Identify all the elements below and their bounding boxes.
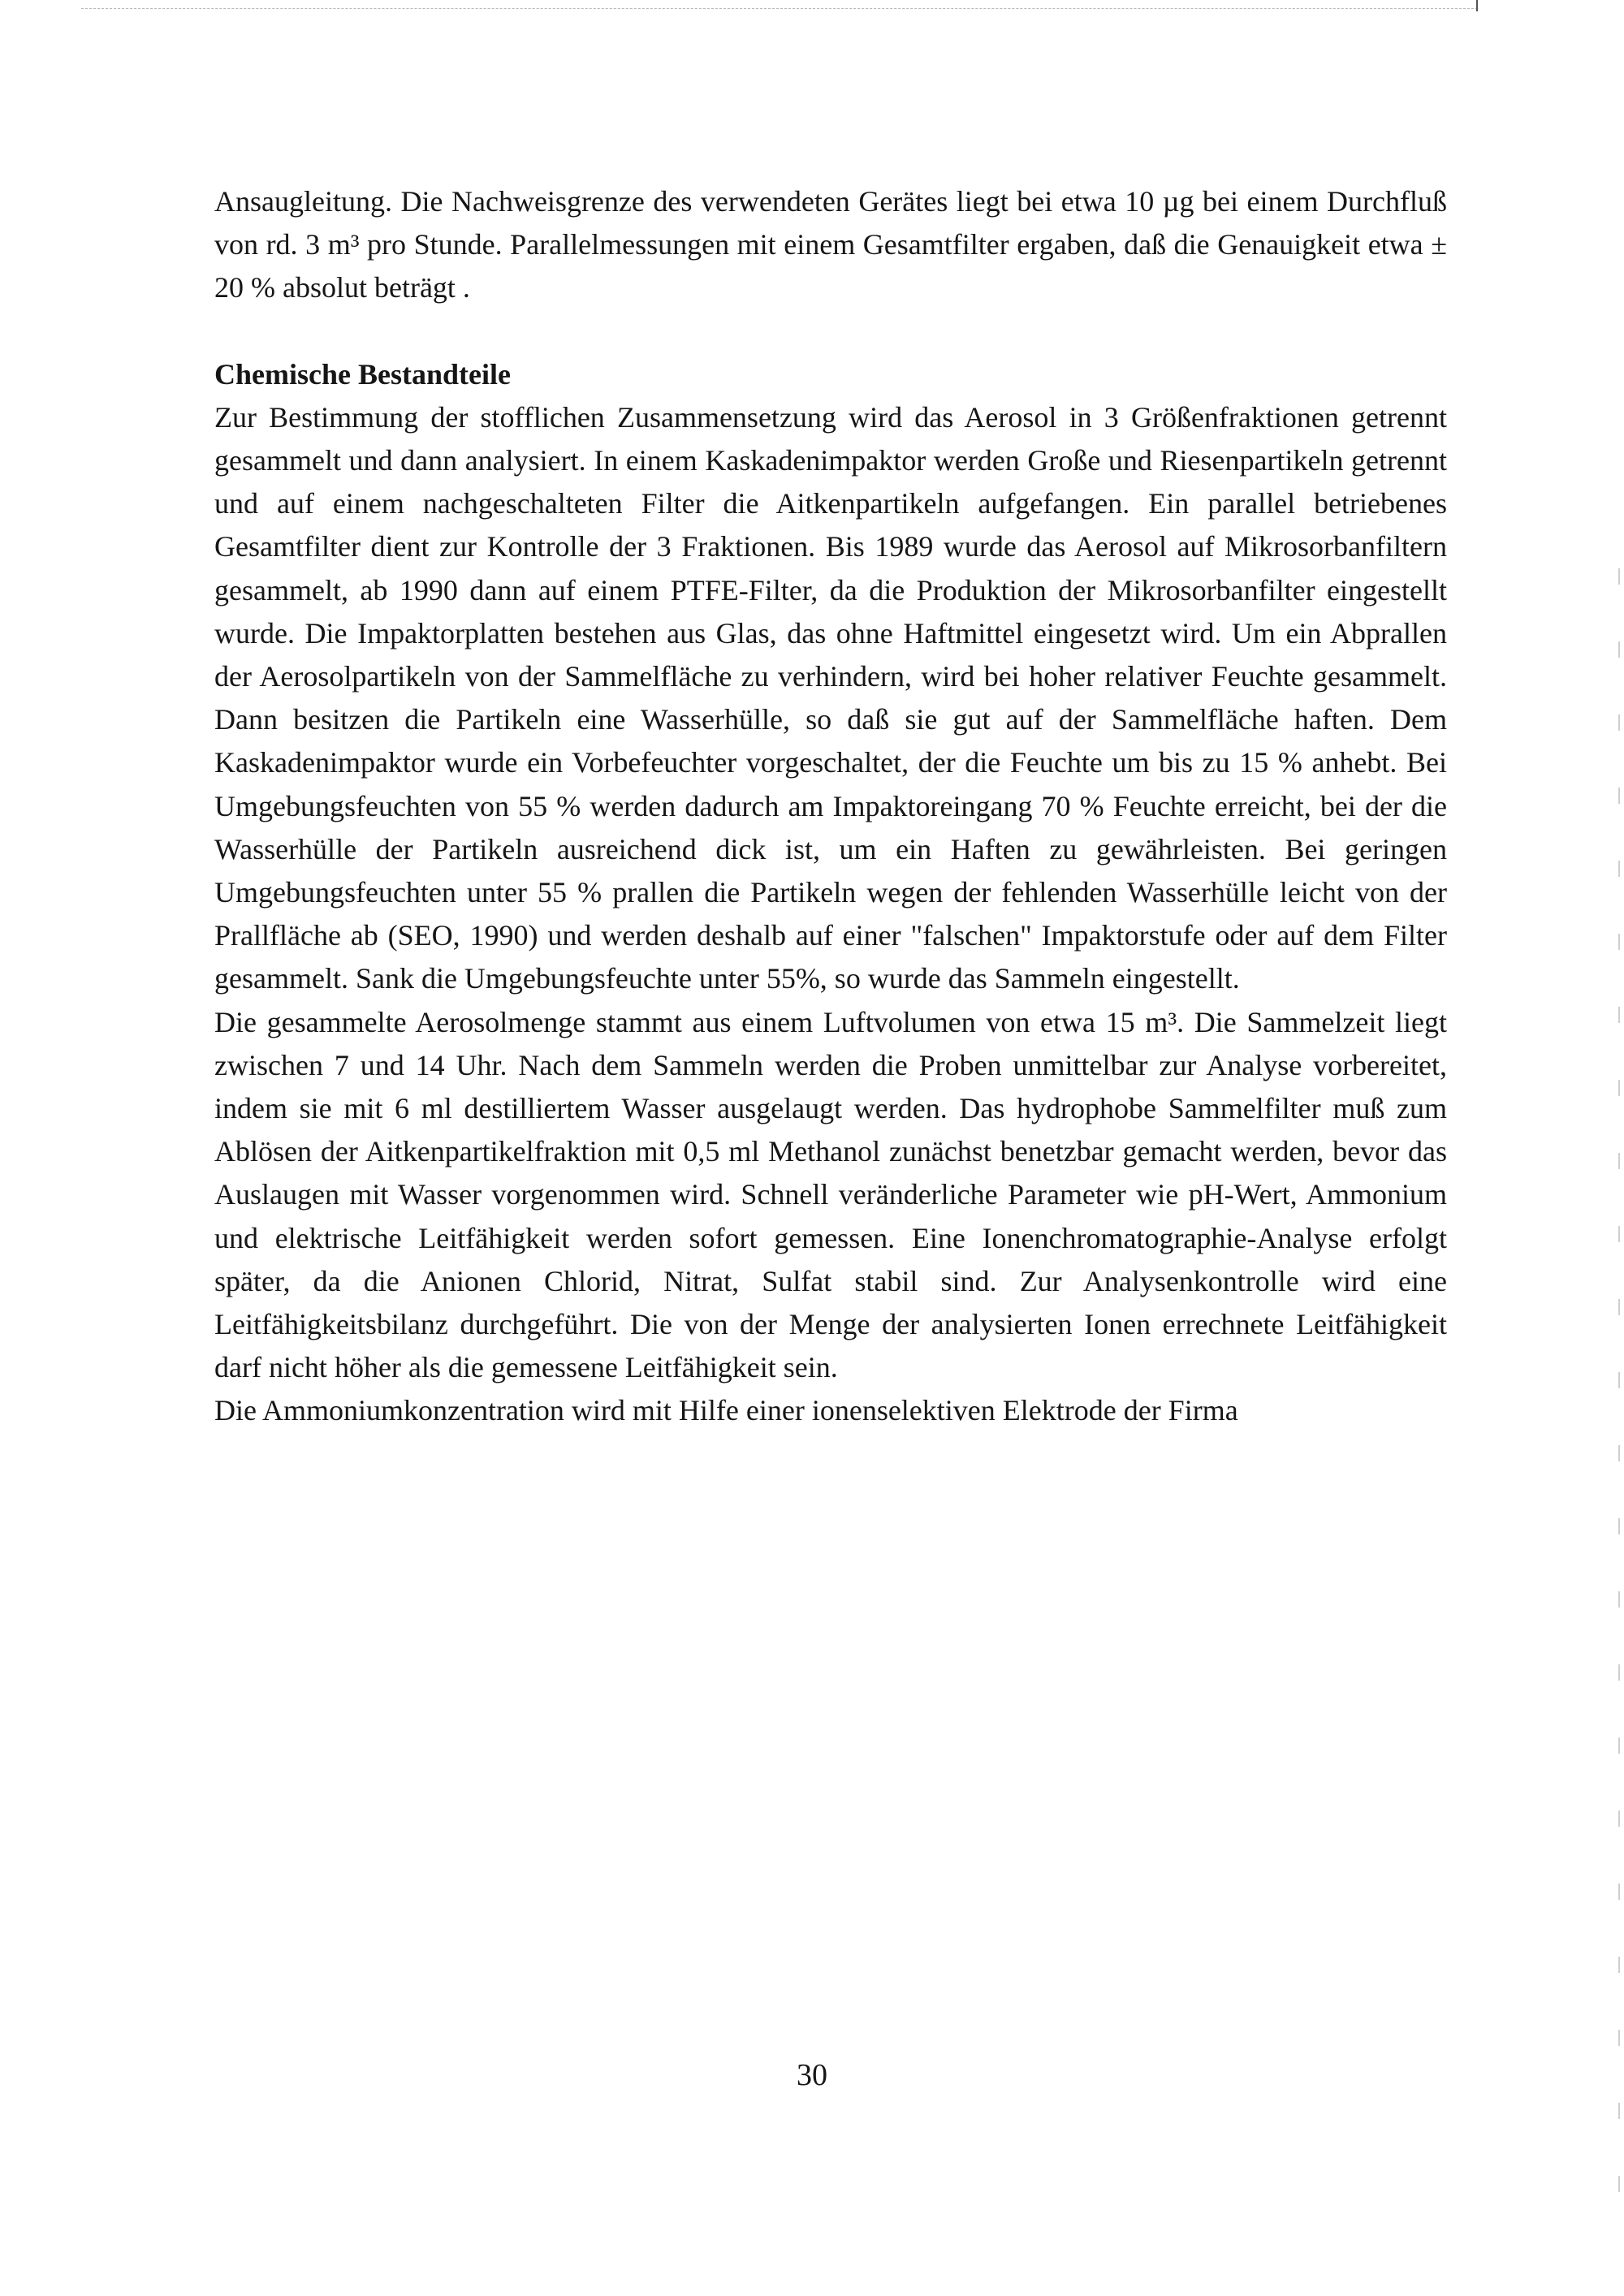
scan-top-tick: [1476, 0, 1478, 11]
scan-top-rule: [81, 8, 1478, 9]
section-heading: Chemische Bestandteile: [214, 357, 511, 391]
intro-paragraph: Ansaugleitung. Die Nachweisgrenze des verwendeten Gerätes liegt bei etwa 10 µg bei einem Durchfluß von rd. 3 m³ pro Stunde. Parallelmessungen mit einem Gesamtfilter ergaben, daß die Genauigkeit etwa ± 20 % absolut beträgt .: [214, 185, 1447, 304]
body-paragraph-1: Zur Bestimmung der stofflichen Zusammensetzung wird das Aerosol in 3 Größenfraktionen getrennt gesammelt und dann analysiert. In einem Kaskadenimpaktor werden Große und Riesenpartikeln getrennt und auf einem nachgeschalteten Filter die Aitkenpartikeln aufgefangen. Ein parallel betriebenes Gesamtfilter dient zur Kontrolle der 3 Fraktionen. Bis 1989 wurde das Aerosol auf Mikrosorbanfiltern gesammelt, ab 1990 dann auf einem PTFE-Filter, da die Produktion der Mikrosorbanfilter eingestellt wurde. Die Impaktorplatten bestehen aus Glas, das ohne Haftmittel eingesetzt wird. Um ein Abprallen der Aerosolpartikeln von der Sammelfläche zu verhindern, wird bei hoher relativer Feuchte gesammelt. Dann besitzen die Partikeln eine Wasserhülle, so daß sie gut auf der Sammelfläche haften. Dem Kaskadenimpaktor wurde ein Vorbefeuchter vorgeschaltet, der die Feuchte um bis zu 15 % anhebt. Bei Umgebungsfeuchten von 55 % werden dadurch am Impaktoreingang 70 % Feuchte erreicht, bei der die Wasserhülle der Partikeln ausreichend dick ist, um ein Haften zu gewährleisten. Bei geringen Umgebungsfeuchten unter 55 % prallen die Partikeln wegen der fehlenden Wasserhülle leicht von der Prallfläche ab (SEO, 1990) und werden deshalb auf einer "falschen" Impaktorstufe oder auf dem Filter gesammelt. Sank die Umgebungsfeuchte unter 55%, so wurde das Sammeln eingestellt.: [214, 400, 1447, 995]
body-paragraph-3: Die Ammoniumkonzentration wird mit Hilfe einer ionenselektiven Elektrode der Firma: [214, 1394, 1238, 1427]
body-paragraph-2: Die gesammelte Aerosolmenge stammt aus einem Luftvolumen von etwa 15 m³. Die Sammelzeit liegt zwischen 7 und 14 Uhr. Nach dem Sammeln werden die Proben unmittelbar zur Analyse vorbereitet, indem sie mit 6 ml destilliertem Wasser ausgelaugt werden. Das hydrophobe Sammelfilter muß zum Ablösen der Aitkenpartikelfraktion mit 0,5 ml Methanol zunächst benetzbar gemacht werden, bevor das Auslaugen mit Wasser vorgenommen wird. Schnell veränderliche Parameter wie pH-Wert, Ammonium und elektrische Leitfähigkeit werden sofort gemessen. Eine Ionenchromatographie-Analyse erfolgt später, da die Anionen Chlorid, Nitrat, Sulfat stabil sind. Zur Analysenkontrolle wird eine Leitfähigkeitsbilanz durchgeführt. Die von der Menge der analysierten Ionen errechnete Leitfähigkeit darf nicht höher als die gemessene Leitfähigkeit sein.: [214, 1005, 1447, 1384]
scan-margin-marks: [1618, 568, 1620, 2192]
page-body: [214, 180, 1447, 1433]
page-number: 30: [797, 2058, 827, 2092]
